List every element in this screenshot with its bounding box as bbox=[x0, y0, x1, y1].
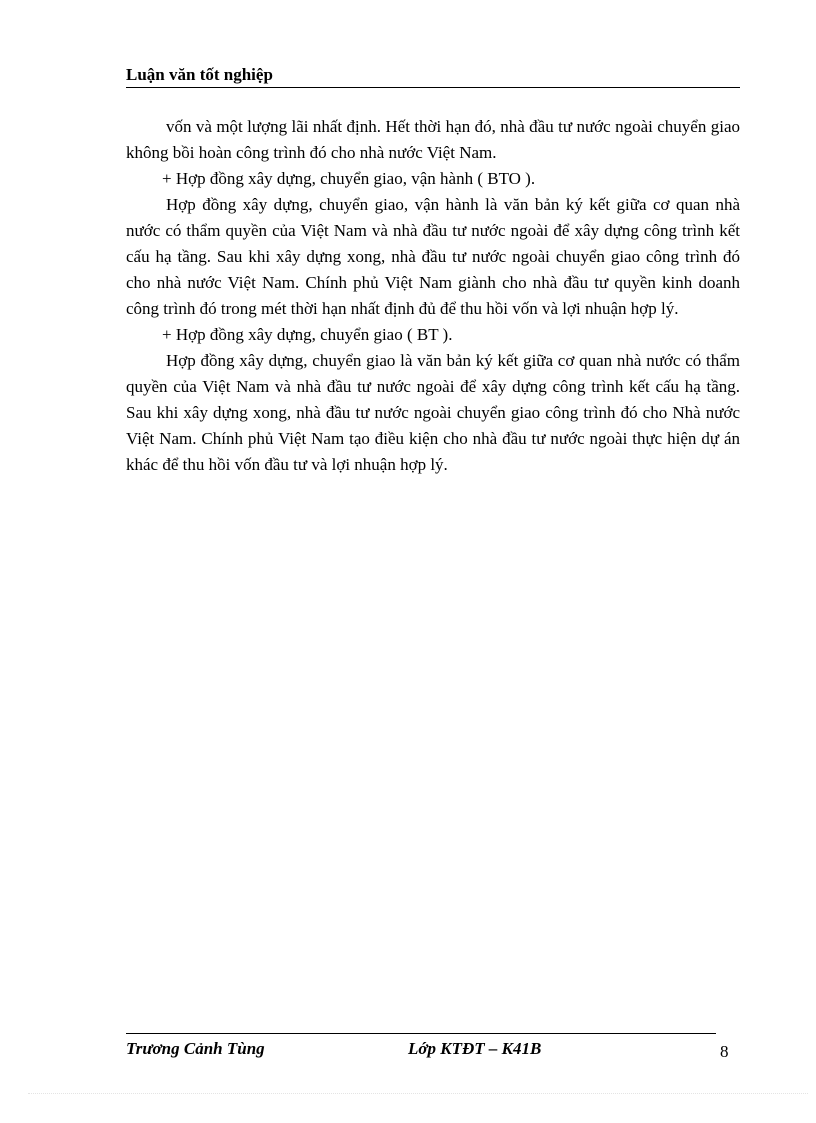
paragraph-continuation: vốn và một lượng lãi nhất định. Hết thời hạn đó, nhà đầu tư nước ngoài chuyển giao không bồi hoàn công trình đó cho nhà nước Việt Nam. bbox=[126, 117, 740, 162]
page-bottom-edge bbox=[28, 1093, 808, 1094]
page-number: 8 bbox=[720, 1042, 729, 1061]
paragraph-bto-definition: Hợp đồng xây dựng, chuyển giao, vận hành là văn bản ký kết giữa cơ quan nhà nước có thẩm quyền của Việt Nam và nhà đầu tư nước ngoài để xây dựng công trình kết cấu hạ tầng. Sau khi xây dựng xong, nhà đầu tư nước ngoài chuyển giao công trình đó cho nhà nước Việt Nam. Chính phủ Việt Nam giành cho nhà đầu tư quyền kinh doanh công trình đó trong mét thời hạn nhất định đủ để thu hồi vốn và lợi nhuận hợp lý. bbox=[126, 195, 740, 318]
header-title: Luận văn tốt nghiệp bbox=[126, 65, 273, 84]
list-item-bto: + Hợp đồng xây dựng, chuyển giao, vận hành ( BTO ). bbox=[162, 169, 536, 188]
footer-author: Trương Cảnh Tùng bbox=[126, 1039, 265, 1058]
document-body bbox=[126, 114, 740, 478]
paragraph-bt-definition: Hợp đồng xây dựng, chuyển giao là văn bản ký kết giữa cơ quan nhà nước có thẩm quyền của Việt Nam và nhà đầu tư nước ngoài để xây dựng công trình kết cấu hạ tầng. Sau khi xây dựng xong, nhà đầu tư nước ngoài chuyển giao công trình đó cho Nhà nước Việt Nam. Chính phủ Việt Nam tạo điều kiện cho nhà đầu tư nước ngoài thực hiện dự án khác để thu hồi vốn đầu tư và lợi nhuận hợp lý. bbox=[126, 351, 740, 474]
footer-class: Lớp KTĐT – K41B bbox=[408, 1039, 542, 1058]
page-header bbox=[126, 64, 740, 88]
list-item-bt: + Hợp đồng xây dựng, chuyển giao ( BT ). bbox=[162, 325, 453, 344]
footer-divider bbox=[126, 1033, 716, 1034]
page-footer bbox=[126, 1033, 729, 1063]
